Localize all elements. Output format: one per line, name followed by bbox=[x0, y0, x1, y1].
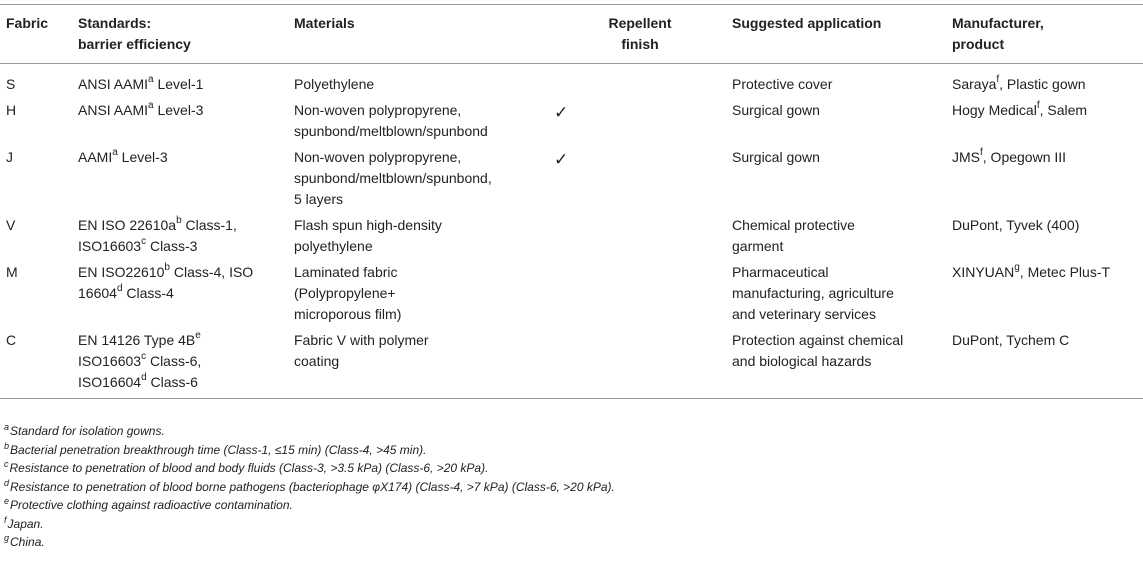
standard-line bbox=[78, 330, 288, 351]
cell-standards bbox=[72, 95, 288, 142]
standard-line-footnote-mark: d bbox=[116, 283, 123, 295]
footnote-text: China. bbox=[10, 535, 45, 549]
materials-line: Non-woven polypropyrene, bbox=[294, 149, 462, 165]
standard-line-suffix: Class-6, bbox=[146, 353, 202, 369]
manufacturer-line-suffix: , Opegown III bbox=[982, 149, 1067, 165]
standard-line bbox=[78, 100, 288, 121]
header-row bbox=[0, 5, 1143, 64]
application-line: Pharmaceutical bbox=[732, 264, 829, 280]
standard-line bbox=[78, 351, 288, 372]
footnote bbox=[4, 441, 1134, 460]
manufacturer-line bbox=[952, 147, 1143, 168]
standard-line bbox=[78, 236, 288, 257]
footnote-mark: a bbox=[4, 422, 10, 432]
standard-line-suffix: Class-4 bbox=[122, 285, 174, 301]
standard-line-footnote-mark: a bbox=[148, 100, 154, 112]
standard-line-footnote-mark: c bbox=[141, 351, 147, 363]
cell-repellent bbox=[548, 64, 726, 96]
standard-line-text: ANSI AAMI bbox=[78, 102, 149, 118]
check-icon: ✓ bbox=[554, 103, 569, 122]
standard-line-footnote-mark: c bbox=[141, 236, 147, 248]
cell-materials bbox=[288, 257, 548, 325]
header-application: Suggested application bbox=[726, 5, 946, 64]
cell-manufacturer bbox=[946, 325, 1143, 399]
standard-line-suffix: Class-4, ISO bbox=[169, 264, 254, 280]
manufacturer-line-footnote-mark: f bbox=[996, 74, 1000, 86]
materials-line: Fabric V with polymer bbox=[294, 332, 429, 348]
standard-line bbox=[78, 283, 288, 304]
standard-line-suffix: Class-6 bbox=[146, 374, 198, 390]
cell-repellent bbox=[548, 210, 726, 257]
application-line: Protection against chemical bbox=[732, 332, 904, 348]
materials-line: polyethylene bbox=[294, 238, 373, 254]
cell-manufacturer bbox=[946, 210, 1143, 257]
cell-fabric: H bbox=[6, 102, 17, 118]
cell-fabric: C bbox=[0, 325, 72, 399]
materials-line: Polyethylene bbox=[294, 76, 375, 92]
footnote-text: Bacterial penetration breakthrough time (Class-1, ≤15 min) (Class-4, >45 min). bbox=[10, 442, 427, 457]
materials-line: coating bbox=[294, 353, 340, 369]
standard-line-text: AAMI bbox=[78, 149, 113, 165]
standard-line bbox=[78, 262, 288, 283]
standard-line-footnote-mark: a bbox=[148, 74, 154, 86]
standard-line-text: ANSI AAMI bbox=[78, 76, 149, 92]
table-row bbox=[0, 142, 1143, 210]
standard-line-text: EN 14126 Type 4B bbox=[78, 332, 196, 348]
manufacturer-line bbox=[952, 74, 1143, 95]
manufacturer-line-text: Hogy Medical bbox=[952, 102, 1037, 118]
standard-line-suffix: Class-1, bbox=[181, 217, 237, 233]
standard-line bbox=[78, 372, 288, 393]
cell-materials bbox=[288, 64, 548, 96]
footnote bbox=[4, 422, 1134, 441]
application-line: manufacturing, agriculture bbox=[732, 285, 894, 301]
manufacturer-line-suffix: , Plastic gown bbox=[999, 76, 1086, 92]
cell-manufacturer bbox=[946, 257, 1143, 325]
cell-manufacturer bbox=[946, 64, 1143, 96]
standard-line-footnote-mark: b bbox=[176, 215, 182, 227]
cell-materials bbox=[288, 142, 548, 210]
footnote-text: Resistance to penetration of blood and body fluids (Class-3, >3.5 kPa) (Class-6, >20 kPa). bbox=[9, 461, 489, 475]
footnote-mark: f bbox=[4, 514, 7, 525]
manufacturer-line bbox=[952, 330, 1143, 351]
footnote-mark: e bbox=[4, 496, 10, 506]
application-line: and veterinary services bbox=[732, 306, 876, 322]
footnote bbox=[4, 515, 1134, 534]
manufacturer-line-text: DuPont, Tyvek (400) bbox=[952, 217, 1080, 233]
table-row bbox=[0, 210, 1143, 257]
standard-line bbox=[78, 215, 288, 236]
cell-application bbox=[726, 257, 946, 325]
application-line: and biological hazards bbox=[732, 353, 872, 369]
standard-line-suffix: Level-1 bbox=[153, 76, 204, 92]
application-line: Chemical protective bbox=[732, 217, 855, 233]
manufacturer-line bbox=[952, 100, 1143, 121]
cell-repellent bbox=[548, 95, 726, 142]
materials-line: Non-woven polypropyrene, bbox=[294, 102, 462, 118]
footnote-mark: d bbox=[4, 477, 10, 488]
header-repellent: Repellent finish bbox=[548, 5, 726, 64]
cell-materials bbox=[288, 325, 548, 399]
materials-line: Laminated fabric bbox=[294, 264, 398, 280]
cell-application bbox=[726, 95, 946, 142]
table-row bbox=[0, 64, 1143, 96]
table-row bbox=[0, 95, 1143, 142]
cell-application bbox=[726, 325, 946, 399]
footnote-text: Japan. bbox=[7, 516, 44, 531]
check-icon: ✓ bbox=[554, 150, 569, 169]
materials-line: 5 layers bbox=[294, 191, 344, 207]
footnote bbox=[4, 459, 1134, 478]
materials-line: spunbond/meltblown/spunbond bbox=[294, 123, 488, 139]
manufacturer-line-suffix: , Metec Plus-T bbox=[1019, 264, 1111, 280]
manufacturer-line-suffix: , Salem bbox=[1039, 102, 1088, 118]
manufacturer-line-text: JMS bbox=[952, 149, 980, 165]
table-row bbox=[0, 325, 1143, 399]
standard-line-text: 16604 bbox=[78, 285, 117, 301]
manufacturer-line-text: DuPont, Tychem C bbox=[952, 332, 1070, 348]
footnote bbox=[4, 496, 1134, 515]
footnote-mark: b bbox=[4, 440, 10, 451]
standard-line-footnote-mark: a bbox=[112, 147, 118, 159]
standard-line-suffix: Level-3 bbox=[153, 102, 204, 118]
standard-line-suffix: Class-3 bbox=[146, 238, 198, 254]
standard-line-footnote-mark: e bbox=[195, 330, 201, 342]
header-manufacturer: Manufacturer, product bbox=[946, 5, 1143, 64]
cell-materials bbox=[288, 95, 548, 142]
standard-line bbox=[78, 147, 288, 168]
header-materials: Materials bbox=[288, 5, 548, 64]
table-row bbox=[0, 257, 1143, 325]
cell-standards bbox=[72, 325, 288, 399]
footnote-text: Protective clothing against radioactive contamination. bbox=[10, 498, 293, 512]
manufacturer-line-text: Saraya bbox=[952, 76, 997, 92]
manufacturer-line bbox=[952, 215, 1143, 236]
manufacturer-line-footnote-mark: f bbox=[1036, 100, 1040, 112]
cell-fabric: J bbox=[6, 149, 13, 165]
cell-manufacturer bbox=[946, 142, 1143, 210]
materials-line: microporous film) bbox=[294, 306, 402, 322]
cell-fabric: S bbox=[6, 76, 16, 92]
application-line: garment bbox=[732, 238, 784, 254]
cell-standards bbox=[72, 64, 288, 96]
manufacturer-line bbox=[952, 262, 1143, 283]
cell-standards bbox=[72, 257, 288, 325]
cell-repellent bbox=[548, 325, 726, 399]
standard-line-text: ISO16604 bbox=[78, 374, 142, 390]
application-line: Protective cover bbox=[732, 76, 833, 92]
cell-standards bbox=[72, 142, 288, 210]
footnote-text: Standard for isolation gowns. bbox=[10, 424, 165, 438]
cell-manufacturer bbox=[946, 95, 1143, 142]
manufacturer-line-text: XINYUAN bbox=[952, 264, 1015, 280]
materials-line: spunbond/meltblown/spunbond, bbox=[294, 170, 492, 186]
cell-fabric: V bbox=[6, 217, 16, 233]
standard-line-text: ISO16603 bbox=[78, 353, 142, 369]
cell-repellent bbox=[548, 257, 726, 325]
cell-fabric: M bbox=[6, 264, 18, 280]
fabric-table bbox=[0, 4, 1143, 399]
cell-application bbox=[726, 64, 946, 96]
header-fabric: Fabric bbox=[0, 5, 72, 64]
footnote-mark: c bbox=[4, 459, 9, 469]
cell-materials bbox=[288, 210, 548, 257]
manufacturer-line-footnote-mark: f bbox=[980, 147, 983, 159]
standard-line-footnote-mark: d bbox=[141, 372, 147, 384]
cell-standards bbox=[72, 210, 288, 257]
footnote bbox=[4, 478, 1134, 497]
materials-line: (Polypropylene+ bbox=[294, 285, 396, 301]
standard-line-text: EN ISO22610 bbox=[78, 264, 165, 280]
standard-line-text: EN ISO 22610a bbox=[78, 217, 177, 233]
standard-line-text: ISO16603 bbox=[78, 238, 142, 254]
header-standards: Standards: barrier efficiency bbox=[72, 5, 288, 64]
footnote bbox=[4, 533, 1134, 552]
application-line: Surgical gown bbox=[732, 102, 820, 118]
footnotes bbox=[4, 422, 1134, 552]
materials-line: Flash spun high-density bbox=[294, 217, 442, 233]
footnote-text: Resistance to penetration of blood borne pathogens (bacteriophage φX174) (Class-4, >7 kPa) (Class-6, >20 kPa). bbox=[10, 479, 615, 494]
standard-line-suffix: Level-3 bbox=[117, 149, 168, 165]
cell-repellent bbox=[548, 142, 726, 210]
application-line: Surgical gown bbox=[732, 149, 820, 165]
cell-application bbox=[726, 210, 946, 257]
standard-line-footnote-mark: b bbox=[164, 262, 170, 274]
standard-line bbox=[78, 74, 288, 95]
table-body bbox=[0, 64, 1143, 399]
footnote-mark: g bbox=[4, 533, 10, 543]
manufacturer-line-footnote-mark: g bbox=[1014, 262, 1020, 274]
cell-application bbox=[726, 142, 946, 210]
